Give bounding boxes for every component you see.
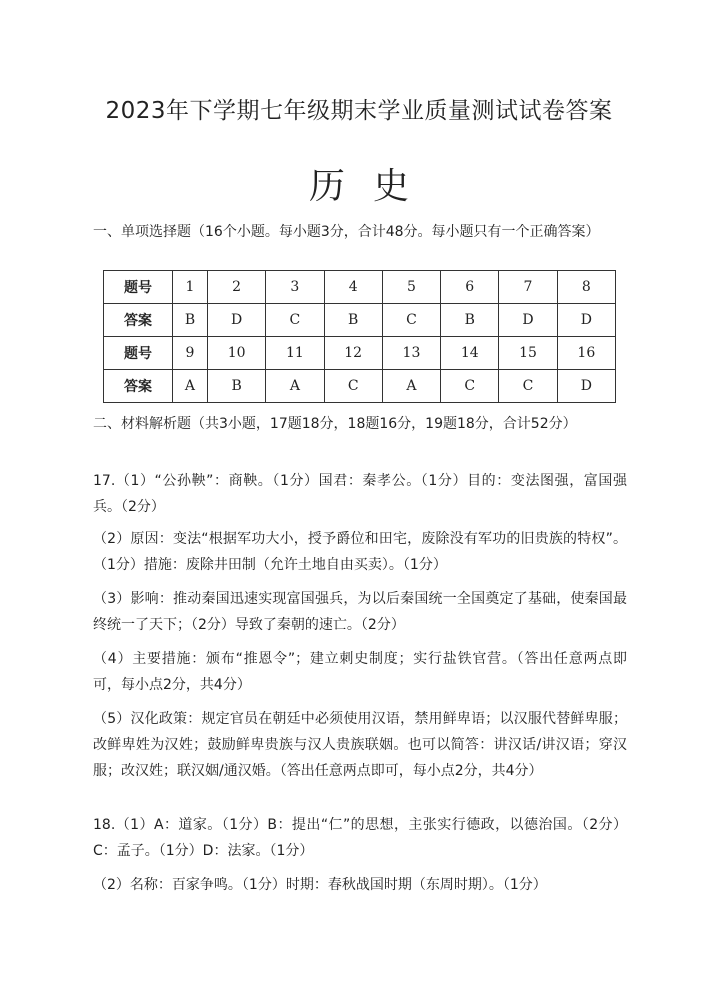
answer-cell: D	[557, 304, 615, 337]
table-row	[104, 337, 616, 370]
answer-cell: B	[173, 304, 208, 337]
answer-17-2: （2）原因：变法“根据军功大小，授予爵位和田宅，废除没有军功的旧贵族的特权”。（1分）措施：废除井田制（允许土地自由买卖）。（1分）	[93, 531, 627, 573]
subject-heading: 历史	[308, 166, 437, 207]
answer-cell: C	[324, 370, 382, 403]
answer-cell: C	[441, 370, 499, 403]
question-number-cell: 10	[207, 337, 265, 370]
answer-cell: A	[266, 370, 324, 403]
answer-cell: D	[557, 370, 615, 403]
answer-cell: D	[499, 304, 557, 337]
answer-17-4: （4）主要措施：颁布“推恩令”；建立刺史制度；实行盐铁官营。（答出任意两点即可，每小点2分，共4分）	[93, 651, 627, 693]
question-number-cell: 4	[324, 271, 382, 304]
answer-cell: A	[173, 370, 208, 403]
question-number-cell: 8	[557, 271, 615, 304]
document-title: 2023年下学期七年级期末学业质量测试试卷答案	[105, 98, 613, 124]
question-number-cell: 2	[207, 271, 265, 304]
answer-17-5: （5）汉化政策：规定官员在朝廷中必须使用汉语，禁用鲜卑语；以汉服代替鲜卑服；改鲜卑姓为汉姓；鼓励鲜卑贵族与汉人贵族联姻。也可以简答：讲汉话/讲汉语；穿汉服；改汉姓；联汉姻/通汉婚。（答出任意两点即可，每小点2分，共4分）	[93, 711, 627, 779]
question-number-cell: 7	[499, 271, 557, 304]
answer-cell: C	[499, 370, 557, 403]
question-number-cell: 3	[266, 271, 324, 304]
row-label: 题号	[104, 271, 173, 304]
question-number-cell: 9	[173, 337, 208, 370]
question-number-cell: 11	[266, 337, 324, 370]
answer-17-1: 17.（1）“公孙鞅”：商鞅。（1分）国君：秦孝公。（1分）目的：变法图强，富国强兵。（2分）	[93, 473, 627, 515]
answer-cell: D	[207, 304, 265, 337]
answer-18-2: （2）名称：百家争鸣。（1分）时期：春秋战国时期（东周时期）。（1分）	[93, 877, 547, 893]
row-label: 答案	[104, 304, 173, 337]
question-number-cell: 13	[382, 337, 440, 370]
question-number-cell: 5	[382, 271, 440, 304]
answer-17-3: （3）影响：推动秦国迅速实现富国强兵，为以后秦国统一全国奠定了基础，使秦国最终统一了天下；（2分）导致了秦朝的速亡。（2分）	[93, 591, 627, 633]
answer-table	[103, 270, 616, 403]
table-row	[104, 370, 616, 403]
question-number-cell: 16	[557, 337, 615, 370]
table-row	[104, 271, 616, 304]
section-1-heading: 一、单项选择题（16个小题。每小题3分，合计48分。每小题只有一个正确答案）	[93, 224, 600, 240]
table-row	[104, 304, 616, 337]
question-number-cell: 14	[441, 337, 499, 370]
answer-cell: C	[266, 304, 324, 337]
answer-cell: B	[324, 304, 382, 337]
row-label: 答案	[104, 370, 173, 403]
answer-cell: A	[382, 370, 440, 403]
row-label: 题号	[104, 337, 173, 370]
question-number-cell: 15	[499, 337, 557, 370]
question-number-cell: 1	[173, 271, 208, 304]
answer-cell: C	[382, 304, 440, 337]
question-number-cell: 6	[441, 271, 499, 304]
answer-18-1: 18.（1）A：道家。（1分）B：提出“仁”的思想，主张实行德政，以德治国。（2分）C：孟子。（1分）D：法家。（1分）	[93, 817, 627, 859]
answer-cell: B	[207, 370, 265, 403]
section-2-heading: 二、材料解析题（共3小题，17题18分，18题16分，19题18分，合计52分）	[93, 416, 577, 432]
question-number-cell: 12	[324, 337, 382, 370]
answer-cell: B	[441, 304, 499, 337]
